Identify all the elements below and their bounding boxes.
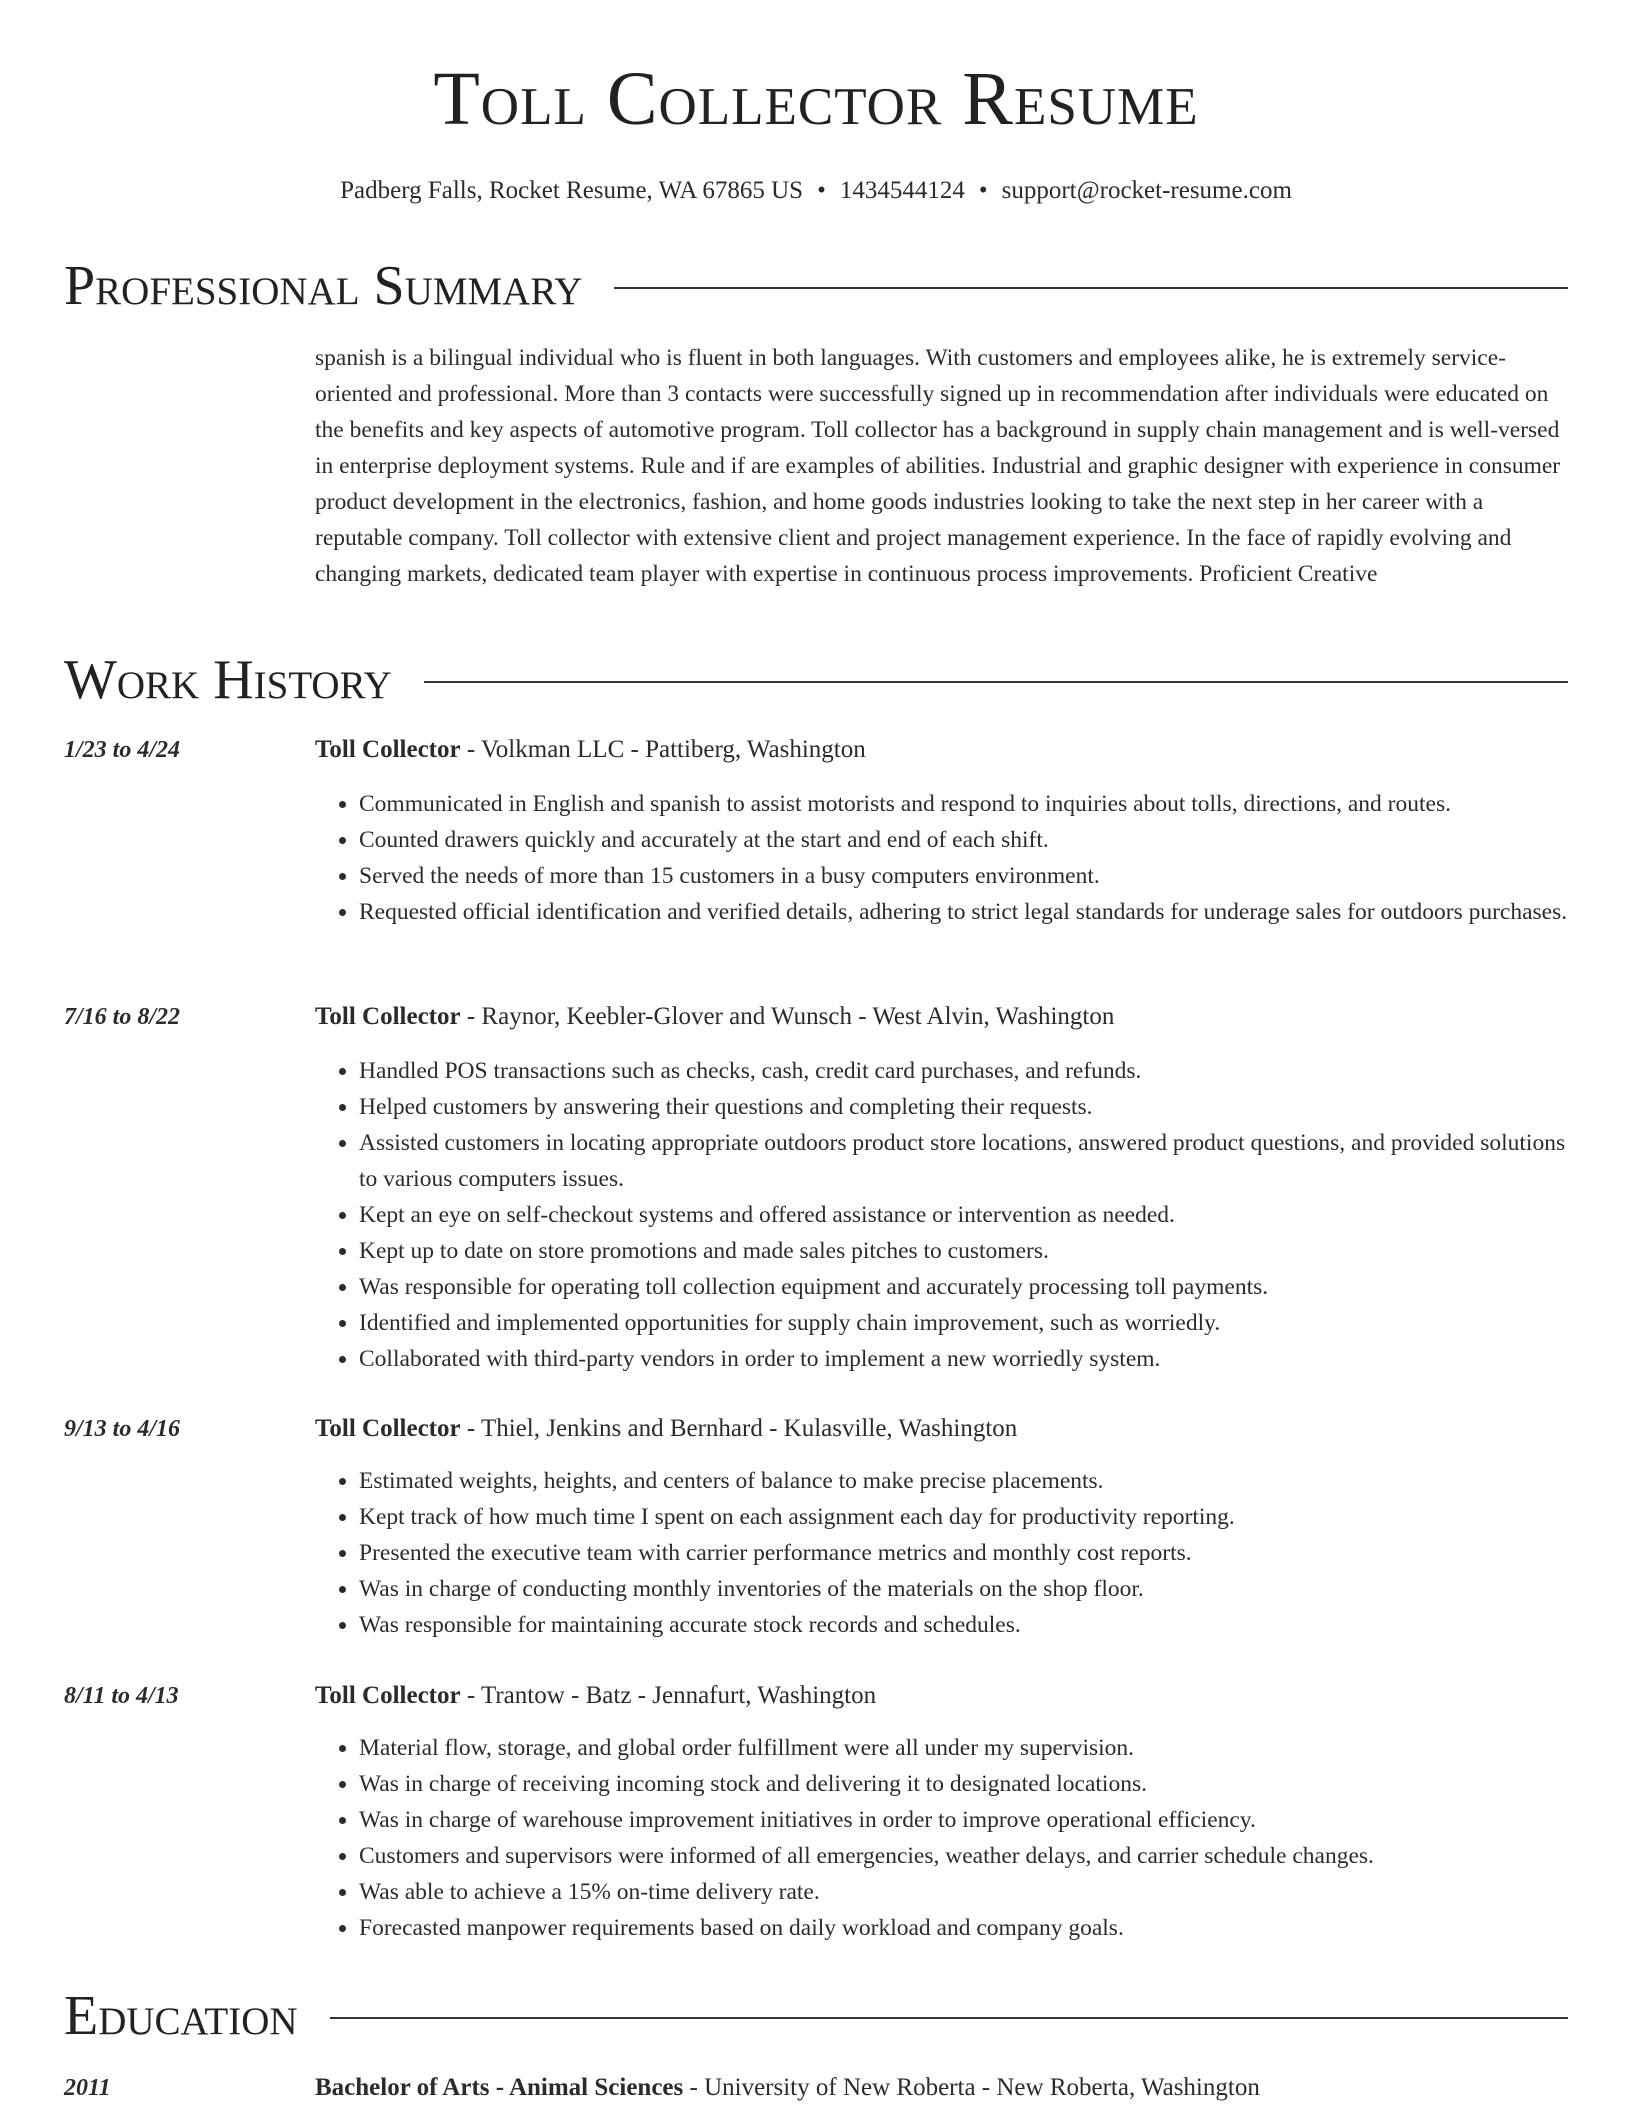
list-item: • Kept an eye on self-checkout systems and offered assistance or intervention as needed. [359, 1197, 1568, 1233]
list-item: • Kept track of how much time I spent on each assignment each day for productivity reporting. [359, 1499, 1568, 1535]
education-section-title: Education [64, 1985, 298, 2047]
education-details: - University of New Roberta - New Roberta, Washington [683, 2074, 1260, 2101]
list-item: • Was responsible for operating toll collection equipment and accurately processing toll payments. [359, 1269, 1568, 1305]
job-details: - Volkman LLC - Pattiberg, Washington [460, 736, 866, 763]
job-details: - Raynor, Keebler-Glover and Wunsch - West Alvin, Washington [460, 1003, 1115, 1030]
job-title: Toll Collector [315, 1003, 461, 1030]
job-dates: 1/23 to 4/24 [64, 737, 181, 763]
job-title: Toll Collector [315, 736, 461, 763]
list-item: • Handled POS transactions such as checks, cash, credit card purchases, and refunds. [359, 1053, 1568, 1089]
contact-address: Padberg Falls, Rocket Resume, WA 67865 US [340, 177, 804, 204]
job-heading [315, 732, 866, 768]
job-bullets [315, 1463, 1568, 1643]
job-title: Toll Collector [315, 1415, 461, 1442]
job-dates: 9/13 to 4/16 [64, 1416, 181, 1442]
bullet-separator: • [978, 177, 988, 204]
list-item: • Was in charge of receiving incoming stock and delivering it to designated locations. [359, 1766, 1568, 1802]
list-item: • Was responsible for maintaining accurate stock records and schedules. [359, 1607, 1568, 1643]
list-item: • Helped customers by answering their questions and completing their requests. [359, 1089, 1568, 1125]
education-section-header [64, 1985, 1568, 2047]
work-section-title: Work History [64, 649, 392, 711]
contact-line [0, 175, 1632, 208]
section-divider [614, 287, 1568, 289]
list-item: • Forecasted manpower requirements based on daily workload and company goals. [359, 1910, 1568, 1946]
list-item: • Collaborated with third-party vendors in order to implement a new worriedly system. [359, 1341, 1568, 1377]
job-dates: 8/11 to 4/13 [64, 1683, 179, 1709]
job-bullets [315, 1053, 1568, 1377]
list-item: • Identified and implemented opportunities for supply chain improvement, such as worriedly. [359, 1305, 1568, 1341]
summary-section-title: Professional Summary [64, 255, 583, 317]
summary-section-header [64, 255, 1568, 317]
list-item: • Requested official identification and verified details, adhering to strict legal standards for underage sales for outdoors purchases. [359, 894, 1568, 930]
education-year: 2011 [64, 2075, 111, 2101]
education-heading [315, 2070, 1260, 2106]
contact-phone: 1434544124 [839, 177, 965, 204]
list-item: • Presented the executive team with carrier performance metrics and monthly cost reports. [359, 1535, 1568, 1571]
list-item: • Was in charge of conducting monthly inventories of the materials on the shop floor. [359, 1571, 1568, 1607]
summary-text: spanish is a bilingual individual who is fluent in both languages. With customers and employees alike, he is extremely service-oriented and professional. More than 3 contacts were successfully signed up in recommendation after individuals were educated on the benefits and key aspects of automotive program. Toll collector has a background in supply chain management and is well-versed in enterprise deployment systems. Rule and if are examples of abilities. Industrial and graphic designer with experience in consumer product development in the electronics, fashion, and home goods industries looking to take the next step in her career with a reputable company. Toll collector with extensive client and project management experience. In the face of rapidly evolving and changing markets, dedicated team player with expertise in continuous process improvements. Proficient Creative [315, 345, 1561, 587]
list-item: • Served the needs of more than 15 customers in a busy computers environment. [359, 858, 1568, 894]
list-item: • Material flow, storage, and global order fulfillment were all under my supervision. [359, 1730, 1568, 1766]
job-heading [315, 1678, 876, 1714]
list-item: • Counted drawers quickly and accurately at the start and end of each shift. [359, 822, 1568, 858]
resume-title: Toll Collector Resume [433, 57, 1199, 141]
job-title: Toll Collector [315, 1682, 461, 1709]
list-item: • Customers and supervisors were informed of all emergencies, weather delays, and carrier schedule changes. [359, 1838, 1568, 1874]
contact-email: support@rocket-resume.com [1001, 177, 1292, 204]
list-item: • Was in charge of warehouse improvement initiatives in order to improve operational efficiency. [359, 1802, 1568, 1838]
job-heading [315, 1411, 1017, 1447]
job-dates: 7/16 to 8/22 [64, 1004, 181, 1030]
work-section-header [64, 649, 1568, 711]
job-bullets [315, 786, 1568, 930]
section-divider [424, 681, 1568, 683]
bullet-separator: • [817, 177, 826, 204]
list-item: • Communicated in English and spanish to assist motorists and respond to inquiries about tolls, directions, and routes. [359, 786, 1568, 822]
job-details: - Thiel, Jenkins and Bernhard - Kulasville, Washington [460, 1415, 1018, 1442]
list-item: • Was able to achieve a 15% on-time delivery rate. [359, 1874, 1568, 1910]
section-divider [330, 2017, 1568, 2019]
job-heading [315, 999, 1114, 1035]
job-bullets [315, 1730, 1568, 1946]
job-details: - Trantow - Batz - Jennafurt, Washington [460, 1682, 877, 1709]
list-item: • Kept up to date on store promotions and made sales pitches to customers. [359, 1233, 1568, 1269]
list-item: • Estimated weights, heights, and centers of balance to make precise placements. [359, 1463, 1568, 1499]
list-item: • Assisted customers in locating appropriate outdoors product store locations, answered product questions, and provided solutions to various computers issues. [359, 1125, 1568, 1197]
education-degree: Bachelor of Arts - Animal Sciences [315, 2074, 684, 2101]
